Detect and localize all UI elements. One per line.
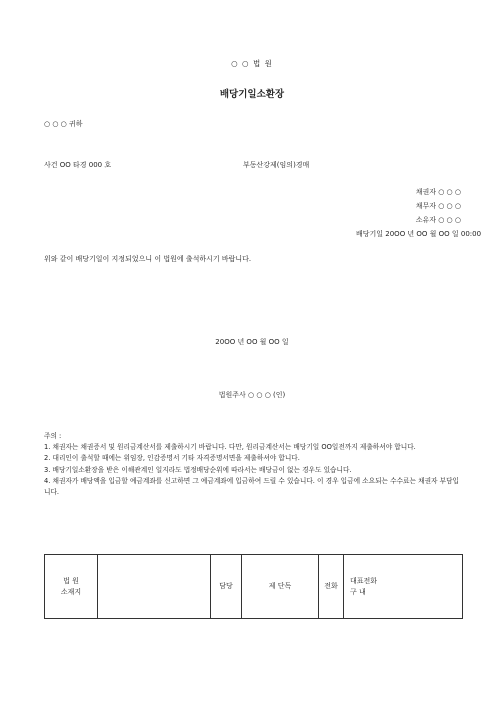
document-title: 배당기일소환장 <box>219 89 285 100</box>
note-item: 3. 배당기일소환장을 받은 이해관계인 일지라도 법정배당순위에 따라서는 배당금이 없는 경우도 있습니다. <box>44 465 352 474</box>
main-phone-cell <box>344 555 463 619</box>
address-value-cell <box>98 555 211 619</box>
distribution-date: 배당기일 20OO 년 OO 월 OO 일 00:00 <box>356 230 482 238</box>
address-label-line2: 소재지 <box>60 587 82 596</box>
court-name: ○ ○ 법 원 <box>231 59 273 68</box>
contact-value-cell: 제 단독 <box>242 555 319 619</box>
issue-date: 20OO 년 OO 월 OO 일 <box>215 338 289 346</box>
note-item: 1. 채권자는 채권증서 및 원리금계산서를 제출하시기 바랍니다. 다만, 원리금계산서는 배당기일 OO일전까지 제출하셔야 합니다. <box>44 443 416 452</box>
party-creditor: 채권자 ○ ○ ○ <box>415 188 461 196</box>
address-label-line1: 법 원 <box>63 576 79 585</box>
address-label-cell <box>45 555 98 619</box>
recipient-line: ○ ○ ○ 귀하 <box>44 120 83 128</box>
main-phone-label: 대표전화 <box>350 576 378 585</box>
case-type: 부동산강제(임의)경매 <box>243 161 310 169</box>
court-contact-table <box>44 554 463 619</box>
note-item: 2. 대리인이 출석할 때에는 위임장, 인감증명서 기타 자격증명서면을 제출하셔야 합니다. <box>44 454 300 463</box>
case-number: 사건 OO 타경 000 호 <box>44 161 112 169</box>
note-item: 4. 채권자가 배당액을 입금할 예금계좌를 신고하면 그 예금계좌에 입금하여 드릴 수 있습니다. 이 경우 입금에 소요되는 수수료는 채권자 부담입니다. <box>44 476 459 497</box>
extension-label: 구 내 <box>350 587 366 596</box>
phone-label-cell: 전화 <box>319 555 344 619</box>
party-owner: 소유자 ○ ○ ○ <box>415 216 461 224</box>
notice-text: 위와 같이 배당기일이 지정되었으니 이 법원에 출석하시기 바랍니다. <box>44 255 252 263</box>
clerk-signature: 법원주사 ○ ○ ○ (인) <box>218 391 286 399</box>
notes-heading: 주의 : <box>44 432 62 440</box>
party-debtor: 채무자 ○ ○ ○ <box>415 202 461 210</box>
contact-label-cell: 담당 <box>211 555 242 619</box>
notes-section <box>44 431 462 498</box>
